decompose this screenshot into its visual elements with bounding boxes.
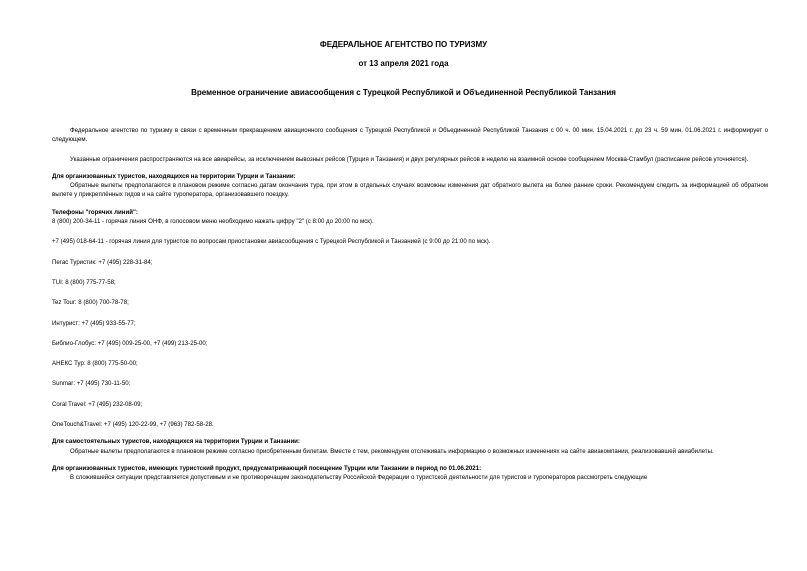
operator-phone: Sunmar: +7 (495) 730-11-50; xyxy=(52,380,131,388)
agency-name: ФЕДЕРАЛЬНОЕ АГЕНТСТВО ПО ТУРИЗМУ xyxy=(319,40,488,49)
heading-planned-tours: Для организованных туристов, имеющих туристский продукт, предусматривающий посещение Турции или Танзании в период по 01.06.2021: xyxy=(52,464,482,472)
paragraph-independent-flights: Обратные вылеты предполагаются в плановом режиме согласно приобретенным билетам. Вместе с тем, рекомендуем отслеживать информацию о возможных изменениях на сайте авиакомпании, реализовавшей авиабилеты. xyxy=(70,447,714,455)
operator-phone: Библио-Глобус: +7 (495) 009-25-00, +7 (499) 213-25-00; xyxy=(52,339,208,347)
document-title: Временное ограничение авиасообщения с Турецкой Республикой и Объединенной Республикой Танзания xyxy=(191,88,616,97)
paragraph-legal-options: В сложившейся ситуации представляется допустимым и не противоречащим законодательству Российской Федерации о туристской деятельности для туристов и туроператоров рассмотреть следующие xyxy=(70,474,648,482)
paragraph-restrictions: Указанные ограничения распространяются на все авиарейсы, за исключением вывозных рейсов (Турция и Танзания) и двух регулярных рейсов в неделю на взаимной основе сообщением Москва-Стамбул (расписание рейсов уточняется). xyxy=(70,155,749,163)
document-body xyxy=(52,126,768,483)
operator-phone: OneTouch&Travel: +7 (495) 120-22-99, +7 (963) 782-58-28. xyxy=(52,421,214,429)
hotline-tourists: +7 (495) 018-64-11 - горячая линия для туристов по вопросам приостановки авиасообщения с Турецкой Республикой и Танзанией (с 9:00 до 21:00 по мск). xyxy=(52,238,491,246)
heading-independent-tourists: Для самостоятельных туристов, находящихся на территории Турции и Танзании: xyxy=(52,438,300,446)
operator-phone: Coral Travel: +7 (495) 232-08-09; xyxy=(52,400,143,408)
operator-phone: Пегас Туристик: +7 (495) 228-31-84; xyxy=(52,258,153,266)
operator-phone: Интурист: +7 (495) 933-55-77; xyxy=(52,319,136,327)
document-date: от 13 апреля 2021 года xyxy=(358,59,449,68)
heading-hotlines: Телефоны "горячих линий": xyxy=(52,208,138,216)
operator-phone: Tez Tour: 8 (800) 700-78-78; xyxy=(52,299,129,307)
paragraph-return-flights: Обратные вылеты предполагаются в плановом режиме согласно датам окончания тура, при этом в отдельных случаях возможны изменения дат обратного вылета на более ранние сроки. Рекомендуем следить за информацией об обратном вылете у прикреплённых гидов и на сайте туроператора, организовавшего поездку. xyxy=(52,182,768,199)
operator-phone: TUI: 8 (800) 775-77-58; xyxy=(52,278,116,286)
operator-phone: АНЕКС Тур: 8 (800) 775-50-00; xyxy=(52,360,138,368)
paragraph-intro: Федеральное агентство по туризму в связи с временным прекращением авиационного сообщения с Турецкой Республикой и Объединенной Республикой Танзания с 00 ч. 00 мин. 15.04.2021 г. до 23 ч. 59 мин. 01.06.2021 г. информирует о следующем. xyxy=(52,127,768,144)
hotline-onf: 8 (800) 200-34-11 - горячая линия ОНФ, в голосовом меню необходимо нажать цифру "2" (с 8:00 до 20:00 по мск). xyxy=(52,218,374,226)
heading-organized-tourists: Для организованных туристов, находящихся на территории Турции и Танзании: xyxy=(52,172,296,180)
